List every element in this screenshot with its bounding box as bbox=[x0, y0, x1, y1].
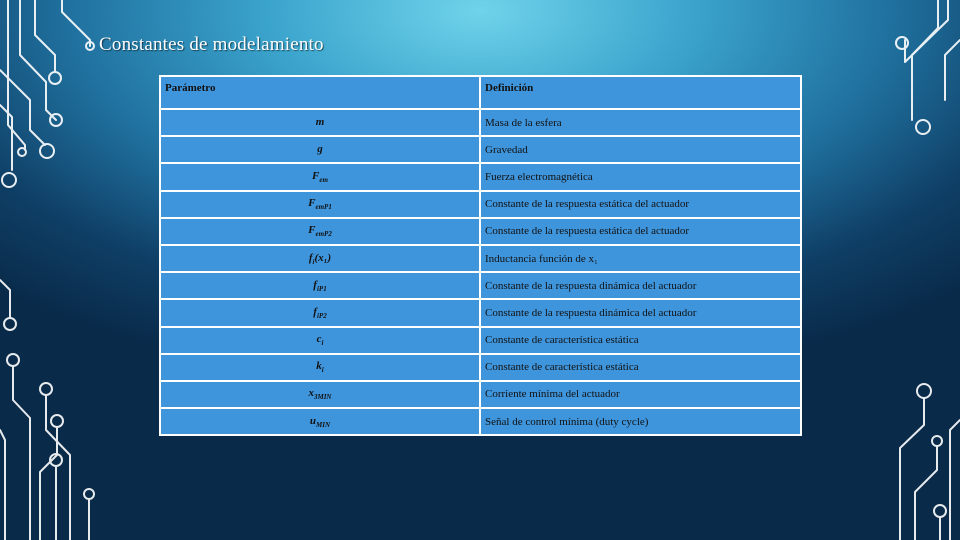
table-row bbox=[160, 163, 801, 190]
parameter-symbol: $u_{MIN}$ bbox=[160, 408, 480, 435]
table-row bbox=[160, 191, 801, 218]
parameter-symbol: m bbox=[160, 109, 480, 136]
parameter-definition: Masa de la esfera bbox=[480, 109, 801, 136]
table-row bbox=[160, 272, 801, 299]
table-row bbox=[160, 218, 801, 245]
parameter-definition: Señal de control mínima (duty cycle) bbox=[480, 408, 801, 435]
parameter-symbol: $F_{emP2}$ bbox=[160, 218, 480, 245]
parameter-definition: Fuerza electromagnética bbox=[480, 163, 801, 190]
parameter-definition: Constante de la respuesta dinámica del actuador bbox=[480, 272, 801, 299]
parameter-symbol: $c_i$ bbox=[160, 327, 480, 354]
parameter-symbol: $f_i(x_1)$ bbox=[160, 245, 480, 272]
parameter-symbol: $f_{iP1}$ bbox=[160, 272, 480, 299]
table-row bbox=[160, 354, 801, 381]
parameter-symbol: $k_i$ bbox=[160, 354, 480, 381]
table-row bbox=[160, 327, 801, 354]
parameter-definition: Inductancia función de x₁ bbox=[480, 245, 801, 272]
table-row bbox=[160, 109, 801, 136]
parameter-definition: Constante de característica estática bbox=[480, 327, 801, 354]
parameter-definition: Constante de la respuesta estática del actuador bbox=[480, 191, 801, 218]
parameter-definition: Constante de la respuesta dinámica del actuador bbox=[480, 299, 801, 326]
table-row bbox=[160, 299, 801, 326]
parameter-symbol: $x_{3MIN}$ bbox=[160, 381, 480, 408]
parameter-definition: Gravedad bbox=[480, 136, 801, 163]
header-parameter: Parámetro bbox=[160, 76, 480, 109]
constants-table bbox=[159, 75, 802, 436]
table-row bbox=[160, 381, 801, 408]
slide-title: Constantes de modelamiento bbox=[99, 34, 324, 55]
parameter-symbol: g bbox=[160, 136, 480, 163]
header-definition: Definición bbox=[480, 76, 801, 109]
parameter-symbol: $F_{em}$ bbox=[160, 163, 480, 190]
parameter-definition: Corriente mínima del actuador bbox=[480, 381, 801, 408]
table-header-row bbox=[160, 76, 801, 109]
parameter-definition: Constante de la respuesta estática del actuador bbox=[480, 218, 801, 245]
parameter-symbol: $f_{iP2}$ bbox=[160, 299, 480, 326]
parameter-symbol: $F_{emP1}$ bbox=[160, 191, 480, 218]
table-row bbox=[160, 245, 801, 272]
parameter-definition: Constante de característica estática bbox=[480, 354, 801, 381]
table-row bbox=[160, 136, 801, 163]
table-row bbox=[160, 408, 801, 435]
